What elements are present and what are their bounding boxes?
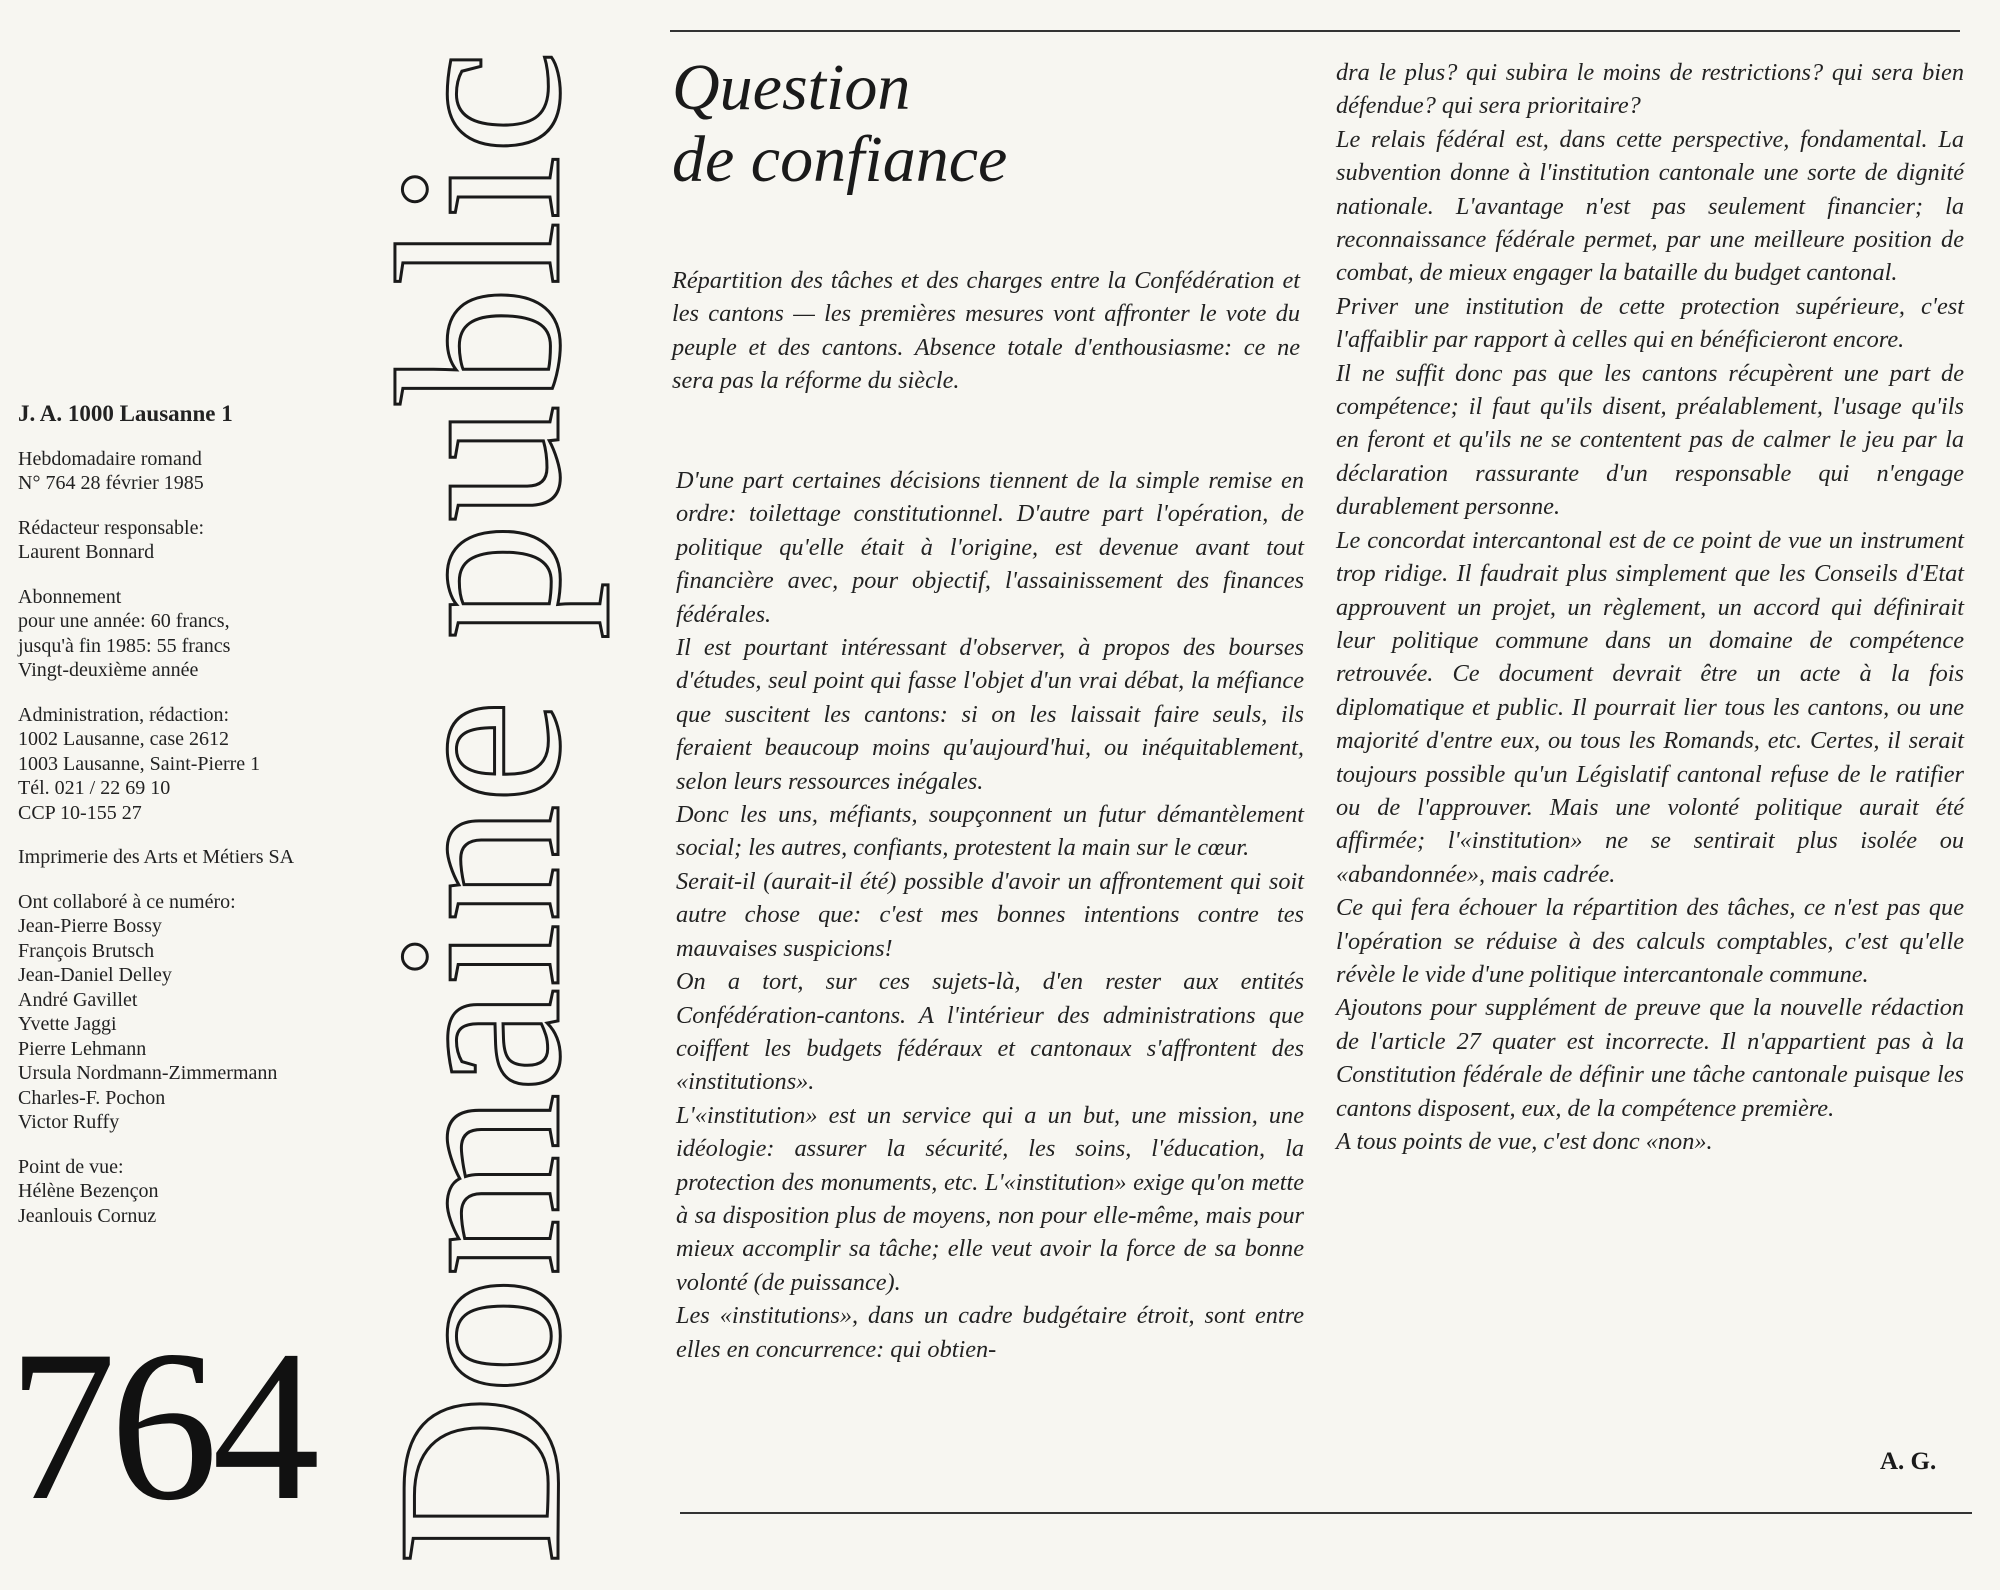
paragraph: Ce qui fera échouer la répartition des tâches, ce n'est pas que l'opération se réduise à des calculs comptables, c'est qu'elle révèle le vide d'une politique intercantonale commune. [1336,894,1964,988]
article-column-right [1336,56,1964,1158]
editor-label: Rédacteur responsable: [18,516,205,539]
subscription-line: Abonnement [18,585,122,608]
editor-info [18,516,363,565]
paragraph: Les «institutions», dans un cadre budgétaire étroit, sont entre elles en concurrence: qui obtien- [676,1302,1304,1363]
administration-info [18,703,363,826]
newspaper-name: Domaine public [349,57,609,1565]
postal-line: J. A. 1000 Lausanne 1 [18,401,233,426]
article-column-middle [676,464,1304,1366]
paragraph: A tous points de vue, c'est donc «non». [1336,1128,1713,1155]
administration-line: Administration, rédaction: [18,703,230,726]
paragraph: D'une part certaines décisions tiennent de la simple remise en ordre: toilettage constitutionnel. D'autre part l'opération, de politique qu'elle était à l'origine, est devenue avant tout financière avec, pour objectif, l'assainissement des finances fédérales. [676,467,1304,628]
paragraph: On a tort, sur ces sujets-là, d'en rester aux entités Confédération-cantons. A l'intérieur des administrations que coiffent les budgets fédéraux et cantonaux s'affrontent des «institutions». [676,968,1304,1096]
paragraph: Serait-il (aurait-il été) possible d'avoir un affrontement qui soit autre chose que: c'est mes bonnes intentions contre tes mauvaises suspicions! [676,867,1304,962]
viewpoint-name: Jeanlouis Cornuz [18,1204,157,1227]
publication-info [18,447,363,496]
printer-info [18,845,363,870]
administration-line: CCP 10-155 27 [18,801,142,824]
contributors-info [18,890,363,1135]
paragraph: Le relais fédéral est, dans cette perspective, fondamental. La subvention donne à l'institution cantonale une sorte de dignité nationale. L'avantage n'est pas seulement financier; la reconnaissance fédérale permet, par une meilleure position de combat, de mieux engager la bataille du budget cantonal. [1336,125,1964,287]
viewpoint-name: Hélène Bezençon [18,1180,159,1202]
issue-number: 764 [8,1306,314,1545]
contributor-name: Charles-F. Pochon [18,1086,166,1109]
paragraph: Il est pourtant intéressant d'observer, à propos des bourses d'études, seul point qui fasse l'objet d'un vrai débat, la méfiance que suscitent les cantons: si on les laissait faire seuls, ils feraient beaucoup moins qu'aujourd'hui, ou inéquitablement, selon leurs ressources inégales. [676,634,1304,795]
contributor-name: François Brutsch [18,939,155,962]
viewpoint-info [18,1155,363,1229]
subscription-line: jusqu'à fin 1985: 55 francs [18,634,231,657]
newspaper-name-vertical [349,30,609,1565]
administration-line: 1002 Lausanne, case 2612 [18,728,230,750]
administration-line: 1003 Lausanne, Saint-Pierre 1 [18,752,261,775]
paragraph: dra le plus? qui subira le moins de restrictions? qui sera bien défendue? qui sera prioritaire? [1336,59,1964,120]
publication-type: Hebdomadaire romand [18,447,202,470]
paragraph: Il ne suffit donc pas que les cantons récupèrent une part de compétence; il faut qu'ils disent, préalablement, l'usage qu'ils en feront et qu'ils ne se contentent pas de calmer le jeu par la déclaration rassurante d'un responsable qui n'engage durablement personne. [1336,359,1964,521]
contributor-name: Pierre Lehmann [18,1037,147,1060]
contributors-label: Ont collaboré à ce numéro: [18,890,236,913]
paragraph: L'«institution» est un service qui a un but, une mission, une idéologie: assurer la sécurité, les soins, l'éducation, la protection des monuments, etc. L'«institution» exige qu'on mette à sa disposition plus de moyens, non pour elle-même, mais pour mieux accomplir sa tâche; elle veut avoir la force de sa bonne volonté (de puissance). [676,1101,1304,1296]
subscription-info [18,585,363,683]
article-title-line: Question [672,51,911,124]
printer-name: Imprimerie des Arts et Métiers SA [18,846,295,868]
contributor-name: Ursula Nordmann-Zimmermann [18,1062,278,1084]
contributor-name: Victor Ruffy [18,1111,120,1133]
article-lead: Répartition des tâches et des charges entre la Confédération et les cantons — les premières mesures vont affronter le vote du peuple et des cantons. Absence totale d'enthousiasme: ce ne sera pas la réforme du siècle. [672,267,1300,395]
article-title-line: de confiance [672,123,1008,196]
contributor-name: Jean-Pierre Bossy [18,915,162,937]
bottom-rule [680,1512,1972,1514]
contributor-name: André Gavillet [18,988,138,1011]
viewpoint-label: Point de vue: [18,1155,124,1178]
paragraph: Ajoutons pour supplément de preuve que la nouvelle rédaction de l'article 27 quater est incorrecte. Il n'appartient pas à la Constitution fédérale de définir une tâche cantonale puisque les cantons disposent, eux, de la compétence première. [1336,994,1964,1122]
masthead-info [18,402,363,1248]
paragraph: Donc les uns, méfiants, soupçonnent un futur démantèlement social; les autres, confiants, protestent la main sur le cœur. [676,801,1304,862]
subscription-line: pour une année: 60 francs, [18,610,230,632]
article-title [672,52,1252,196]
issue-line: N° 764 28 février 1985 [18,472,204,494]
paragraph: Le concordat intercantonal est de ce point de vue un instrument trop ridige. Il faudrait plus simplement que les Conseils d'Etat approuvent un projet, un règlement, un accord qui définirait leur politique commune dans un domaine de compétence retrouvée. Ce document devrait être un acte à la fois diplomatique et public. Il pourrait lier tous les cantons, ou une majorité d'entre eux, ou tous les Romands, etc. Certes, il serait toujours possible qu'un Législatif cantonal refuse de le ratifier ou de l'approuver. Mais une volonté politique aurait été affirmée; l'«institution» ne se sentirait plus isolée ou «abandonnée», mais cadrée. [1336,526,1964,888]
contributor-name: Jean-Daniel Delley [18,964,172,986]
paragraph: Priver une institution de cette protection supérieure, c'est l'affaiblir par rapport à celles qui en bénéficieront encore. [1336,292,1964,354]
top-rule [670,30,1960,32]
administration-line: Tél. 021 / 22 69 10 [18,777,171,799]
contributor-name: Yvette Jaggi [18,1013,117,1035]
author-signature: A. G. [1880,1448,1937,1475]
editor-name: Laurent Bonnard [18,541,155,563]
subscription-line: Vingt-deuxième année [18,659,199,681]
